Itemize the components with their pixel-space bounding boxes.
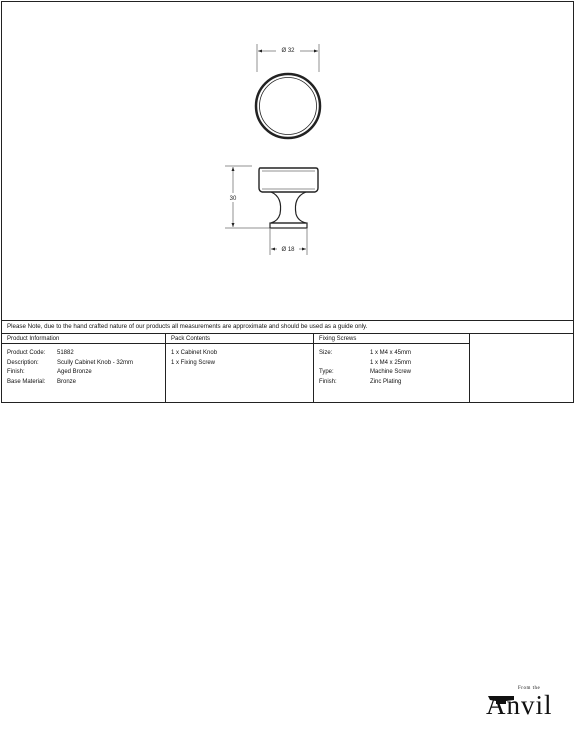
screw-value: 1 x M4 x 45mm [370,350,412,356]
arrow-left [271,248,275,251]
info-value: Bronze [57,378,77,385]
screw-label: Size: [319,350,333,356]
fixing-screws-header: Fixing Screws [314,334,469,344]
pack-item: 1 x Fixing Screw [171,359,216,366]
info-label: Base Material: [7,378,46,385]
screw-label: Type: [319,369,334,376]
anvil-logo [470,668,574,737]
dim-label-height: 30 [229,196,237,202]
screw-value: 1 x M4 x 25mm [370,359,412,366]
product-information-header: Product Information [2,334,165,344]
info-label: Product Code: [7,350,46,356]
pack-contents-header: Pack Contents [166,334,313,344]
knob-neck [271,192,306,223]
info-label: Finish: [7,369,25,376]
pack-contents-column [166,334,314,403]
knob-base [270,223,307,228]
fixing-screws-column [314,334,470,403]
screw-value: Machine Screw [370,369,412,376]
info-table [2,334,574,720]
measurement-note: Please Note, due to the hand crafted nature of our products all measurements are approximate and should be used as a guide only. [2,320,574,334]
info-row [7,359,165,369]
logo-tagline: From the [518,686,541,691]
product-drawing [0,0,577,320]
top-view [256,44,320,138]
screw-row [319,349,469,359]
dim-label-base-diameter: Ø 18 [281,247,295,253]
knob-head [259,168,318,192]
arrow-up [232,167,235,171]
info-label: Description: [7,359,39,366]
logo-word: Anvil [486,690,553,720]
side-view [225,166,318,255]
screw-label: Finish: [319,378,337,385]
arrow-left [258,50,262,53]
screw-label [319,359,370,369]
dim-label-top-diameter: Ø 32 [281,48,295,54]
knob-outer-ring [256,74,320,138]
product-information-column [2,334,166,403]
screw-row [319,368,469,378]
screw-row [319,359,469,369]
screw-value: Zinc Plating [370,378,402,385]
arrow-right [302,248,306,251]
info-row [7,378,165,388]
info-row [7,368,165,378]
arrow-right [314,50,318,53]
info-value: Aged Bronze [57,369,92,376]
screw-row [319,378,469,388]
arrow-down [232,223,235,227]
info-value: 51882 [57,350,74,356]
pack-item: 1 x Cabinet Knob [171,350,218,356]
knob-inner-ring [260,78,317,135]
info-row [7,349,165,359]
info-value: Scully Cabinet Knob - 32mm [57,359,134,366]
